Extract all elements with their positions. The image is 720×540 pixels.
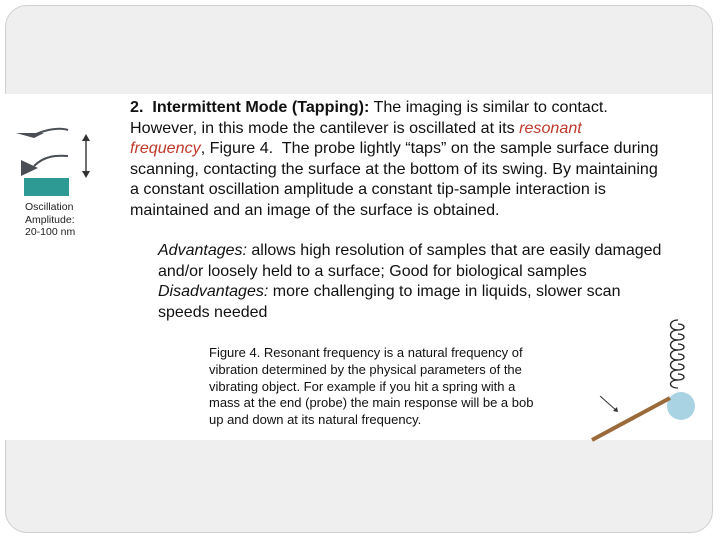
- figure-caption-line-2: vibration determined by the physical parameters of the: [209, 361, 522, 377]
- advantages-label: Advantages:: [158, 242, 247, 259]
- pros-cons-block: [158, 241, 718, 323]
- cantilever-lower-arm: [34, 156, 68, 166]
- mass-ball: [667, 392, 695, 420]
- paragraph-line-6: maintained and an image of the surface is obtained.: [130, 200, 500, 219]
- figure-caption-line-3: vibrating object. For example if you hit a spring with a: [209, 378, 516, 394]
- cantilever-upper: [16, 133, 44, 138]
- oscillation-caption-line3: 20-100 nm: [25, 226, 76, 238]
- figure-caption-line-1: Figure 4. Resonant frequency is a natural frequency of: [209, 345, 523, 360]
- advantages-line-1: [158, 241, 718, 262]
- advantages-line-2: and/or loosely held to a surface; Good for biological samples: [158, 262, 587, 280]
- oscillation-caption-line2: Amplitude:: [25, 213, 75, 226]
- paragraph-line-2: [130, 118, 715, 139]
- figure-4-caption: [209, 345, 589, 429]
- pointer-arrow: [600, 396, 617, 411]
- resonant-term: resonant: [519, 118, 582, 137]
- frequency-term: frequency: [130, 139, 201, 158]
- spring-mass-illustration: [580, 318, 700, 448]
- figure-caption-line-5: up and down at its natural frequency.: [209, 412, 422, 428]
- line2-text: However, in this mode the cantilever is oscillated at its: [130, 118, 520, 137]
- amplitude-arrow-head-bottom: [82, 171, 90, 178]
- line3-rest: , Figure 4. The probe lightly “taps” on the sample surface during: [200, 139, 659, 158]
- probe-rod: [592, 398, 670, 440]
- paragraph-line-4: scanning, contacting the surface at the bottom of its swing. By maintaining: [130, 159, 658, 178]
- disadvantages-label: Disadvantages:: [158, 283, 269, 300]
- cantilever-lower: [21, 160, 38, 176]
- figure-caption-line-4: mass at the end (probe) the main response will be a bob: [209, 395, 534, 411]
- spring-coil: [671, 320, 685, 388]
- advantages-text-1: allows high resolution of samples that are easily damaged: [246, 242, 662, 259]
- paragraph-line-5: a constant oscillation amplitude a constant tip-sample interaction is: [130, 180, 606, 199]
- disadvantages-line-2: speeds needed: [158, 303, 268, 321]
- disadvantages-line-1: [158, 282, 718, 303]
- oscillation-caption: [25, 201, 75, 239]
- oscillation-caption-line1: Oscillation: [25, 201, 74, 213]
- line1-rest: The imaging is similar to contact.: [369, 98, 608, 116]
- paragraph-line-1: [130, 97, 715, 118]
- section-heading: 2. Intermittent Mode (Tapping):: [130, 98, 370, 116]
- disadvantages-text-1: more challenging to image in liquids, slower scan: [268, 283, 621, 300]
- tapping-mode-paragraph: [130, 97, 715, 221]
- sample-block: [24, 178, 69, 196]
- amplitude-arrow-head-top: [82, 134, 90, 141]
- paragraph-line-3: [130, 138, 715, 159]
